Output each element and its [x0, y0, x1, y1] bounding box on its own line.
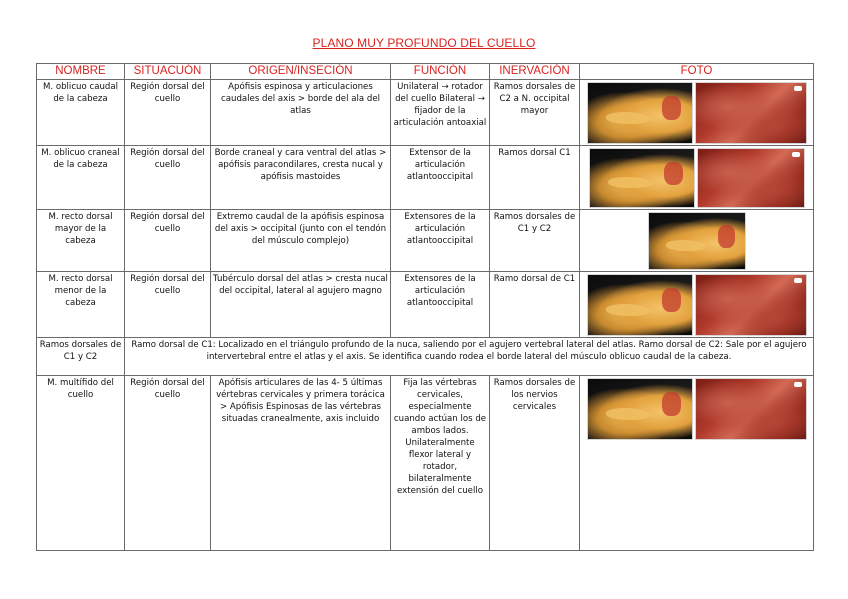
cell-origen: Extremo caudal de la apófisis espinosa del axis > occipital (junto con el tendón del músculo complejo) [211, 210, 391, 272]
cell-situacion: Región dorsal del cuello [125, 376, 211, 551]
cell-nombre: M. recto dorsal menor de la cabeza [37, 272, 125, 338]
header-funcion: FUNCIÓN [391, 64, 490, 80]
cell-origen: Tubérculo dorsal del atlas > cresta nucal del occipital, lateral al agujero magno [211, 272, 391, 338]
cell-situacion: Región dorsal del cuello [125, 80, 211, 146]
cell-origen: Borde craneal y cara ventral del atlas > apófisis paracondilares, cresta nucal y apófisis mastoides [211, 146, 391, 210]
muscle-table [36, 63, 814, 551]
cell-funcion: Extensores de la articulación atlantooccipital [391, 272, 490, 338]
header-foto: FOTO [580, 64, 814, 80]
muscle-photo [695, 274, 807, 336]
table-row [37, 376, 814, 551]
header-situacion: SITUACUÓN [125, 64, 211, 80]
cell-nombre: M. oblicuo caudal de la cabeza [37, 80, 125, 146]
cell-funcion: Extensor de la articulación atlantooccipital [391, 146, 490, 210]
cell-foto [580, 376, 814, 551]
skull-photo [587, 82, 693, 144]
header-nombre: NOMBRE [37, 64, 125, 80]
skull-photo [648, 212, 746, 270]
muscle-photo [697, 148, 805, 208]
page-title: PLANO MUY PROFUNDO DEL CUELLO [312, 36, 536, 50]
cell-nombre: M. oblicuo craneal de la cabeza [37, 146, 125, 210]
cell-nombre: M. recto dorsal mayor de la cabeza [37, 210, 125, 272]
cell-situacion: Región dorsal del cuello [125, 146, 211, 210]
header-inervacion: INERVACIÓN [490, 64, 580, 80]
cell-foto [580, 80, 814, 146]
muscle-photo [695, 82, 807, 144]
cell-situacion: Región dorsal del cuello [125, 210, 211, 272]
table-row [37, 146, 814, 210]
cell-nombre: M. multífido del cuello [37, 376, 125, 551]
cell-situacion: Región dorsal del cuello [125, 272, 211, 338]
cell-funcion: Extensores de la articulación atlantooccipital [391, 210, 490, 272]
cell-ramos-description: Ramo dorsal de C1: Localizado en el triángulo profundo de la nuca, saliendo por el agujero vertebral lateral del atlas. Ramo dorsal de C2: Sale por el agujero intervertebral entre el atlas y el axis. Se identifica cuando rodea el borde lateral del músculo oblicuo caudal de la cabeza. [125, 338, 814, 376]
cell-inervacion: Ramos dorsales de C2 a N. occipital mayor [490, 80, 580, 146]
skull-photo [589, 148, 695, 208]
table-row [37, 272, 814, 338]
cell-inervacion: Ramos dorsal C1 [490, 146, 580, 210]
cell-inervacion: Ramo dorsal de C1 [490, 272, 580, 338]
cell-inervacion: Ramos dorsales de los nervios cervicales [490, 376, 580, 551]
skull-photo [587, 378, 693, 440]
cell-inervacion: Ramos dorsales de C1 y C2 [490, 210, 580, 272]
cell-foto [580, 210, 814, 272]
cell-nombre: Ramos dorsales de C1 y C2 [37, 338, 125, 376]
cell-funcion: Fija las vértebras cervicales, especialmente cuando actúan los de ambos lados. Unilateralmente flexor lateral y rotador, bilateralmente extensión del cuello [391, 376, 490, 551]
header-origen: ORIGEN/INSECIÓN [211, 64, 391, 80]
table-row [37, 338, 814, 376]
cell-origen: Apófisis espinosa y articulaciones caudales del axis > borde del ala del atlas [211, 80, 391, 146]
cell-foto [580, 272, 814, 338]
cell-origen: Apófisis articulares de las 4- 5 últimas vértebras cervicales y primera torácica > Apófisis Espinosas de las vértebras situadas cranealmente, axis incluido [211, 376, 391, 551]
table-row [37, 80, 814, 146]
header-row [37, 64, 814, 80]
cell-foto [580, 146, 814, 210]
muscle-photo [695, 378, 807, 440]
cell-funcion: Unilateral → rotador del cuello Bilateral → fijador de la articulación antoaxial [391, 80, 490, 146]
table-row [37, 210, 814, 272]
skull-photo [587, 274, 693, 336]
